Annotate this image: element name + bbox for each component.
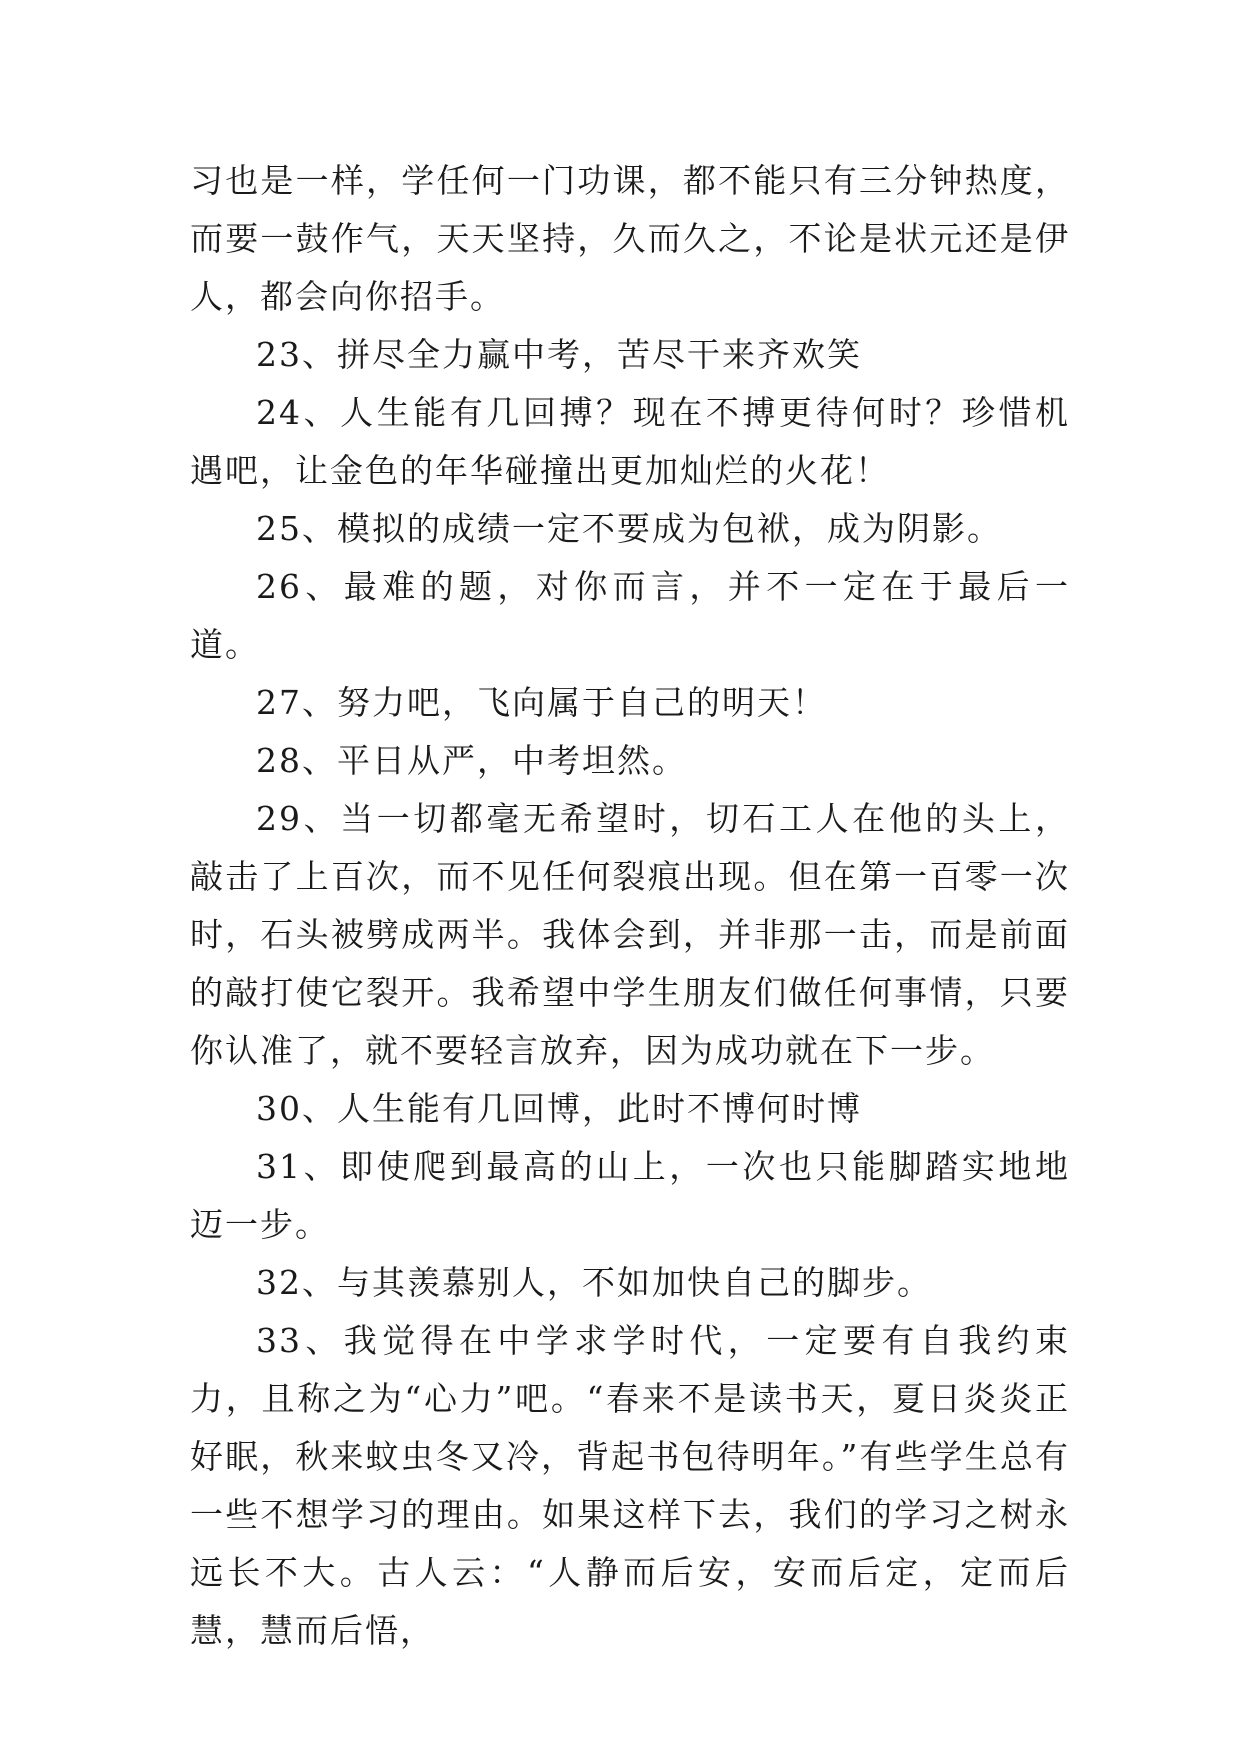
- paragraph-33: 33、我觉得在中学求学时代，一定要有自我约束力，且称之为“心力”吧。“春来不是读书天，夏日炎炎正好眠，秋来蚊虫冬又冷，背起书包待明年。”有些学生总有一些不想学习的理由。如果这样下去，我们的学习之树永远长不大。古人云：“人静而后安，安而后定，定而后慧，慧而后悟，: [190, 1321, 1070, 1650]
- paragraph-23: 23、拼尽全力赢中考，苦尽干来齐欢笑: [256, 335, 862, 374]
- paragraph-continuation: 习也是一样，学任何一门功课，都不能只有三分钟热度，而要一鼓作气，天天坚持，久而久之，不论是状元还是伊人，都会向你招手。: [190, 161, 1070, 316]
- paragraph-27: 27、努力吧，飞向属于自己的明天！: [256, 683, 827, 722]
- paragraph-28: 28、平日从严，中考坦然。: [256, 741, 687, 780]
- paragraph-29: 29、当一切都毫无希望时，切石工人在他的头上，敲击了上百次，而不见任何裂痕出现。但在第一百零一次时，石头被劈成两半。我体会到，并非那一击，而是前面的敲打使它裂开。我希望中学生朋友们做任何事情，只要你认准了，就不要轻言放弃，因为成功就在下一步。: [190, 799, 1070, 1070]
- paragraph-31: 31、即使爬到最高的山上，一次也只能脚踏实地地迈一步。: [190, 1147, 1070, 1244]
- paragraph-30: 30、人生能有几回博，此时不博何时博: [256, 1089, 862, 1128]
- paragraph-24: 24、人生能有几回搏？现在不搏更待何时？珍惜机遇吧，让金色的年华碰撞出更加灿烂的火花！: [190, 393, 1070, 490]
- paragraph-26: 26、最难的题，对你而言，并不一定在于最后一道。: [190, 567, 1070, 664]
- paragraph-32: 32、与其羡慕别人，不如加快自己的脚步。: [256, 1263, 932, 1302]
- body-text: [190, 152, 1070, 1660]
- paragraph-25: 25、模拟的成绩一定不要成为包袱，成为阴影。: [256, 509, 1002, 548]
